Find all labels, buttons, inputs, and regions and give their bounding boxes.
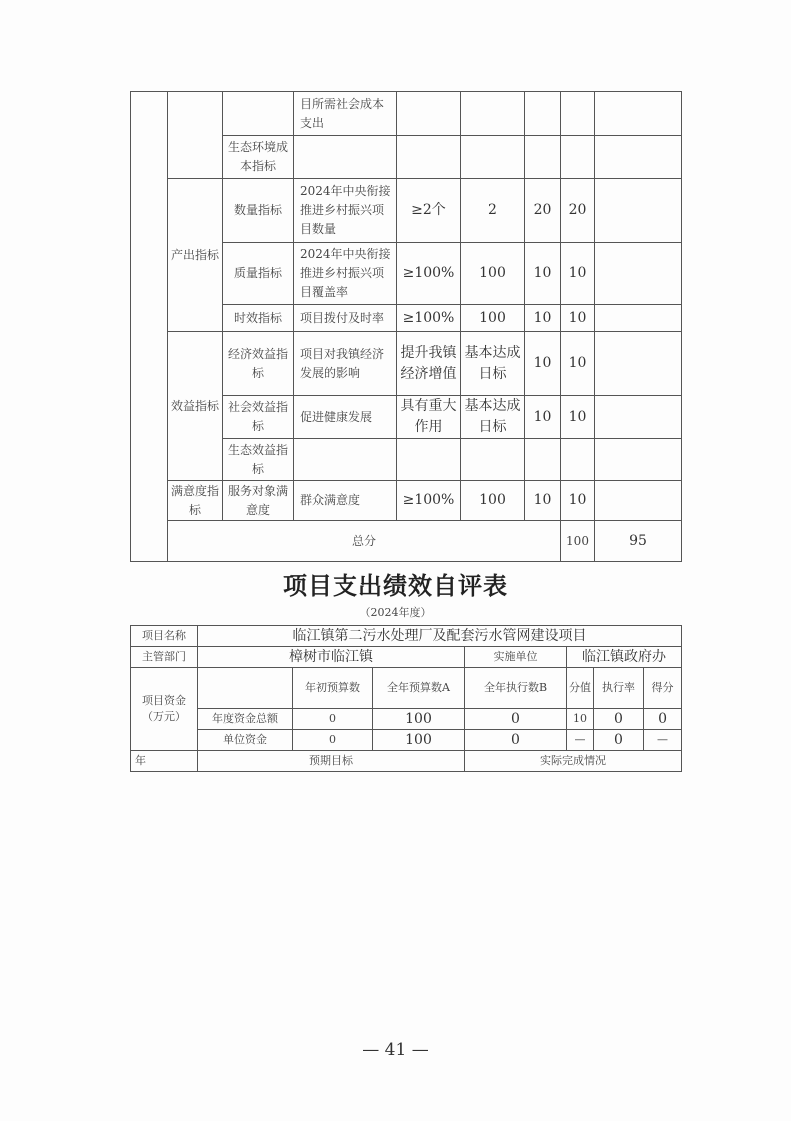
cell-annual: 100 <box>373 709 465 730</box>
expected-label: 预期目标 <box>198 751 465 772</box>
cell-score: — <box>644 730 682 751</box>
indicator-name: 时效指标 <box>223 305 294 332</box>
actual-value: 2 <box>461 179 525 243</box>
actual-value: 100 <box>461 305 525 332</box>
cell-initial: 0 <box>293 730 373 751</box>
indicator-name: 社会效益指标 <box>223 396 294 439</box>
indicator-text: 群众满意度 <box>294 481 397 521</box>
dept-label: 主管部门 <box>131 647 198 668</box>
target-value: 具有重大作用 <box>397 396 461 439</box>
header-rate: 执行率 <box>594 668 644 709</box>
total-score: 95 <box>595 521 682 562</box>
header-exec: 全年执行数B <box>465 668 567 709</box>
score-value: 10 <box>561 481 595 521</box>
target-value: ≥2个 <box>397 179 461 243</box>
actual-label: 实际完成情况 <box>465 751 682 772</box>
total-label: 总分 <box>168 521 561 562</box>
weight-value: 10 <box>525 305 561 332</box>
actual-value: 100 <box>461 243 525 305</box>
satisfaction-category: 满意度指标 <box>168 481 223 521</box>
cost-indicator-cell <box>223 92 294 136</box>
cell-score: 0 <box>644 709 682 730</box>
header-annual: 全年预算数A <box>373 668 465 709</box>
target-value: ≥100% <box>397 305 461 332</box>
cell-weight: — <box>567 730 594 751</box>
row-label: 年度资金总额 <box>198 709 293 730</box>
year-label: （2024年度） <box>359 606 432 619</box>
cell-annual: 100 <box>373 730 465 751</box>
score-value: 10 <box>561 396 595 439</box>
impl-label: 实施单位 <box>465 647 567 668</box>
indicator-name: 数量指标 <box>223 179 294 243</box>
score-value: 10 <box>561 243 595 305</box>
project-name: 临江镇第二污水处理厂及配套污水管网建设项目 <box>198 626 682 647</box>
target-value: ≥100% <box>397 243 461 305</box>
weight-value: 20 <box>525 179 561 243</box>
header-initial: 年初预算数 <box>293 668 373 709</box>
weight-value: 10 <box>525 332 561 396</box>
indicator-name: 生态效益指标 <box>223 439 294 481</box>
goal-year-label: 年 <box>131 751 198 772</box>
cell-rate: 0 <box>594 730 644 751</box>
score-value: 20 <box>561 179 595 243</box>
weight-value: 10 <box>525 396 561 439</box>
indicator-name: 质量指标 <box>223 243 294 305</box>
project-name-label: 项目名称 <box>131 626 198 647</box>
cell-rate: 0 <box>594 709 644 730</box>
page-title: 项目支出绩效自评表 <box>283 571 508 600</box>
indicator-text: 促进健康发展 <box>294 396 397 439</box>
target-value: ≥100% <box>397 481 461 521</box>
cost-category-cell <box>168 92 223 179</box>
cell-weight: 10 <box>567 709 594 730</box>
output-category: 产出指标 <box>168 179 223 332</box>
benefit-category: 效益指标 <box>168 332 223 481</box>
weight-value: 10 <box>525 481 561 521</box>
actual-value: 100 <box>461 481 525 521</box>
indicator-text: 目所需社会成本支出 <box>294 92 397 136</box>
indicator-table <box>130 91 682 562</box>
cell-initial: 0 <box>293 709 373 730</box>
header-score: 得分 <box>644 668 682 709</box>
funds-label: 项目资金（万元） <box>131 668 198 751</box>
actual-value: 基本达成日标 <box>461 396 525 439</box>
score-value: 10 <box>561 332 595 396</box>
cell-exec: 0 <box>465 730 567 751</box>
level1-cell <box>131 92 168 562</box>
row-label: 单位资金 <box>198 730 293 751</box>
indicator-text: 2024年中央衔接推进乡村振兴项目数量 <box>294 179 397 243</box>
cell-exec: 0 <box>465 709 567 730</box>
indicator-name: 经济效益指标 <box>223 332 294 396</box>
indicator-text: 项目拨付及时率 <box>294 305 397 332</box>
weight-value: 10 <box>525 243 561 305</box>
indicator-name: 服务对象满意度 <box>223 481 294 521</box>
dept-name: 樟树市临江镇 <box>198 647 465 668</box>
indicator-text: 2024年中央衔接推进乡村振兴项目覆盖率 <box>294 243 397 305</box>
header-weight: 分值 <box>567 668 594 709</box>
score-value: 10 <box>561 305 595 332</box>
total-weight: 100 <box>561 521 595 562</box>
indicator-text: 项目对我镇经济发展的影响 <box>294 332 397 396</box>
impl-name: 临江镇政府办 <box>567 647 682 668</box>
page-number: — 41 — <box>362 1040 429 1060</box>
self-evaluation-table <box>130 625 682 772</box>
eco-cost-indicator: 生态环境成本指标 <box>223 136 294 179</box>
actual-value: 基本达成日标 <box>461 332 525 396</box>
target-value: 提升我镇经济增值 <box>397 332 461 396</box>
